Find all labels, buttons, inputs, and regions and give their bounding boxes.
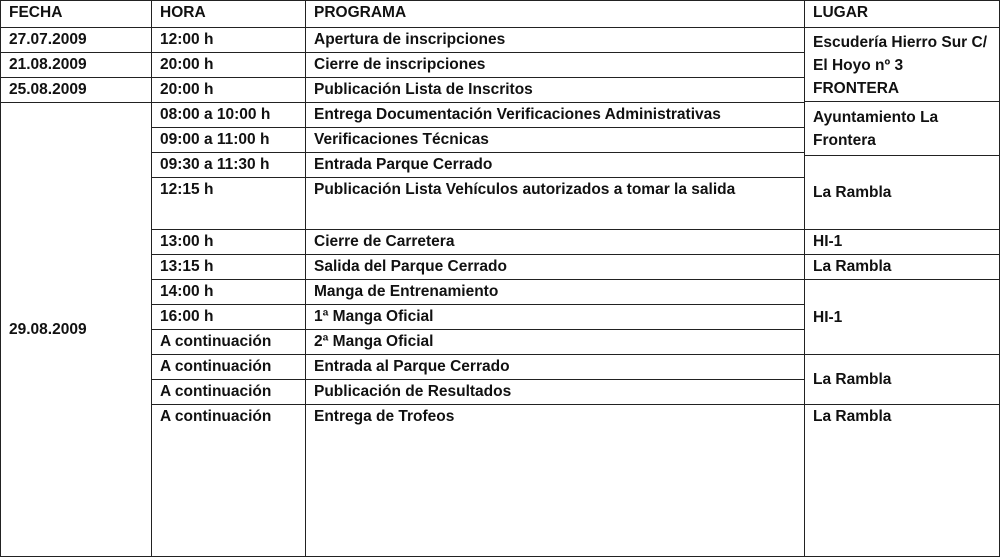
lugar-cell: La Rambla [804, 155, 1000, 230]
hora-cell: 09:00 a 11:00 h [151, 127, 306, 153]
lugar-cell: Ayuntamiento La Frontera [804, 101, 1000, 156]
hora-cell: 13:15 h [151, 254, 306, 280]
hora-cell: 14:00 h [151, 279, 306, 305]
hora-cell: 20:00 h [151, 52, 306, 78]
fecha-cell: 25.08.2009 [0, 77, 152, 103]
programa-cell: 1ª Manga Oficial [305, 304, 805, 330]
hora-cell: A continuación [151, 379, 306, 405]
fecha-cell: 21.08.2009 [0, 52, 152, 78]
lugar-cell: La Rambla [804, 254, 1000, 280]
lugar-cell: Escudería Hierro Sur C/ El Hoyo nº 3 FRONTERA [804, 27, 1000, 102]
programa-cell: Cierre de inscripciones [305, 52, 805, 78]
programa-cell: Publicación de Resultados [305, 379, 805, 405]
header-fecha: FECHA [0, 0, 152, 28]
hora-cell: 12:15 h [151, 177, 306, 230]
hora-cell: A continuación [151, 354, 306, 380]
programa-cell: Apertura de inscripciones [305, 27, 805, 53]
hora-cell: 09:30 a 11:30 h [151, 152, 306, 178]
lugar-cell: HI-1 [804, 279, 1000, 355]
lugar-cell: La Rambla [804, 354, 1000, 405]
programa-cell: Entrada al Parque Cerrado [305, 354, 805, 380]
hora-cell: 16:00 h [151, 304, 306, 330]
lugar-cell: HI-1 [804, 229, 1000, 255]
programa-cell: Entrega Documentación Verificaciones Administrativas [305, 102, 805, 128]
programa-cell: Manga de Entrenamiento [305, 279, 805, 305]
programa-cell: Cierre de Carretera [305, 229, 805, 255]
programa-cell: Verificaciones Técnicas [305, 127, 805, 153]
header-programa: PROGRAMA [305, 0, 805, 28]
programa-cell: Publicación Lista de Inscritos [305, 77, 805, 103]
hora-cell: 13:00 h [151, 229, 306, 255]
fecha-cell: 27.07.2009 [0, 27, 152, 53]
fecha-cell-main: 29.08.2009 [0, 102, 152, 557]
programa-cell: Salida del Parque Cerrado [305, 254, 805, 280]
hora-cell: 20:00 h [151, 77, 306, 103]
hora-cell: 08:00 a 10:00 h [151, 102, 306, 128]
programa-cell: Entrega de Trofeos [305, 404, 805, 557]
lugar-cell: La Rambla [804, 404, 1000, 557]
header-hora: HORA [151, 0, 306, 28]
hora-cell: A continuación [151, 404, 306, 557]
programa-cell: Publicación Lista Vehículos autorizados a tomar la salida [305, 177, 805, 230]
hora-cell: 12:00 h [151, 27, 306, 53]
programa-cell: Entrada Parque Cerrado [305, 152, 805, 178]
hora-cell: A continuación [151, 329, 306, 355]
header-lugar: LUGAR [804, 0, 1000, 28]
programa-cell: 2ª Manga Oficial [305, 329, 805, 355]
